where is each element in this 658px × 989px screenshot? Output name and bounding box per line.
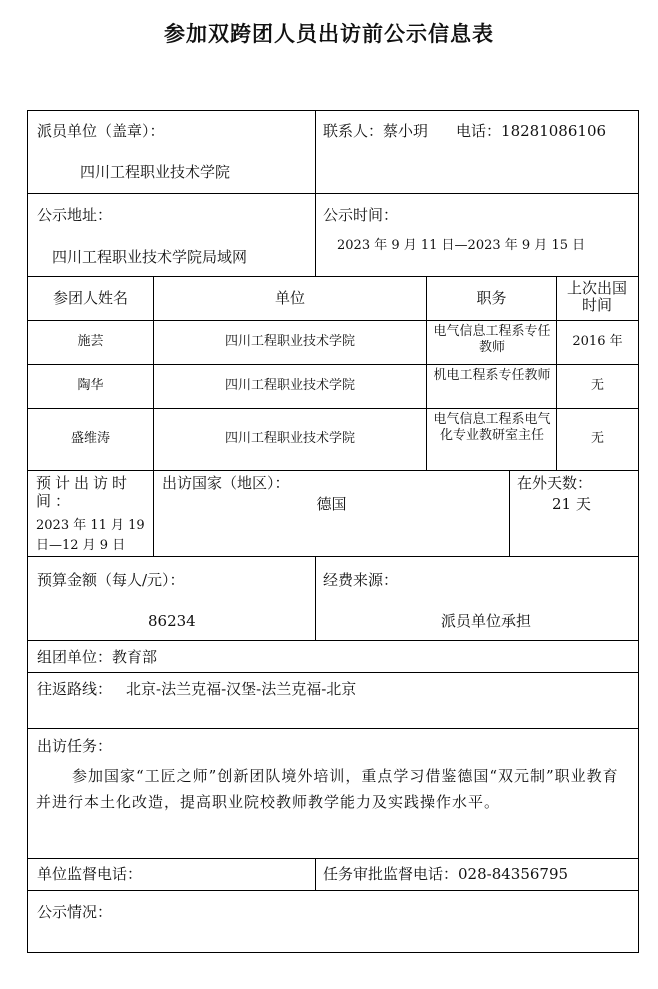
approval-phone-label: 任务审批监督电话：	[323, 865, 459, 883]
member-name: 施芸	[77, 334, 104, 349]
budget-value: 86234	[148, 612, 196, 630]
row-divider	[27, 364, 639, 365]
contact-name: 蔡小玥	[383, 122, 429, 140]
organizer-value: 教育部	[112, 648, 158, 666]
col-divider	[315, 110, 316, 276]
member-position: 机电工程系专任教师	[433, 368, 551, 383]
member-position: 电气信息工程系电气化专业教研室主任	[433, 412, 551, 443]
row-divider	[27, 193, 639, 194]
sending-unit-value: 四川工程职业技术学院	[80, 163, 231, 181]
organizer	[37, 648, 157, 666]
member-name: 陶华	[77, 378, 104, 393]
country-label: 出访国家（地区）：	[162, 474, 290, 492]
days-value: 21 天	[552, 495, 591, 513]
contact-info	[323, 122, 606, 140]
mission-text: 参加国家“工匠之师”创新团队境外培训，重点学习借鉴德国“双元制”职业教育并进行本土化改造，提高职业院校教师教学能力及实践操作水平。	[36, 767, 619, 811]
contact-phone: 18281086106	[501, 122, 607, 140]
member-last-trip: 2016 年	[572, 334, 623, 349]
funding-label: 经费来源：	[323, 571, 399, 589]
approval-phone-value: 028-84356795	[458, 865, 569, 883]
planned-time-label: 预计出访时间：	[36, 474, 132, 510]
row-divider	[27, 408, 639, 409]
phone-label: 电话：	[456, 122, 502, 140]
days-label: 在外天数：	[517, 474, 593, 492]
contact-label: 联系人：	[323, 122, 384, 140]
member-unit: 四川工程职业技术学院	[224, 334, 355, 349]
col-divider	[315, 556, 316, 640]
route-label: 往返路线：	[37, 680, 113, 698]
row-divider	[27, 276, 639, 277]
col-divider	[315, 858, 316, 890]
row-divider	[27, 858, 639, 859]
notice-address-value: 四川工程职业技术学院局域网	[52, 248, 248, 266]
supervision-phone-label: 单位监督电话：	[37, 865, 143, 883]
col-divider	[509, 470, 510, 556]
approval-phone	[323, 865, 568, 883]
member-last-trip: 无	[590, 431, 604, 446]
row-divider	[27, 672, 639, 673]
member-unit: 四川工程职业技术学院	[224, 431, 355, 446]
row-divider	[27, 556, 639, 557]
row-divider	[27, 890, 639, 891]
notice-status-label: 公示情况：	[37, 903, 113, 921]
row-divider	[27, 640, 639, 641]
table-border-left	[27, 110, 28, 953]
row-divider	[27, 728, 639, 729]
budget-label: 预算金额（每人/元）：	[37, 571, 185, 589]
mission-label: 出访任务：	[37, 737, 113, 755]
table-border-bottom	[27, 952, 639, 953]
route	[37, 680, 356, 698]
notice-time-value: 2023 年 9 月 11 日—2023 年 9 月 15 日	[337, 238, 586, 253]
table-border-right	[638, 110, 639, 953]
country-value: 德国	[316, 495, 347, 513]
table-border-top	[27, 110, 639, 111]
row-divider	[27, 320, 639, 321]
funding-value: 派员单位承担	[441, 612, 532, 630]
page-title: 参加双跨团人员出访前公示信息表	[164, 22, 494, 46]
col-divider	[153, 276, 154, 556]
member-unit: 四川工程职业技术学院	[224, 378, 355, 393]
member-name: 盛维涛	[70, 431, 110, 446]
header-unit: 单位	[274, 289, 305, 307]
planned-time-value: 2023 年 11 月 19 日—12 月 9 日	[36, 518, 145, 553]
sending-unit-label: 派员单位（盖章）：	[37, 122, 165, 140]
row-divider	[27, 470, 639, 471]
header-position: 职务	[476, 289, 507, 307]
member-last-trip: 无	[590, 378, 604, 393]
route-value: 北京-法兰克福-汉堡-法兰克福-北京	[126, 680, 357, 698]
header-last-trip: 上次出国时间	[566, 279, 627, 314]
member-position: 电气信息工程系专任教师	[433, 324, 551, 355]
organizer-label: 组团单位：	[37, 648, 113, 666]
notice-time-label: 公示时间：	[323, 206, 399, 224]
header-name: 参团人姓名	[52, 289, 128, 307]
notice-address-label: 公示地址：	[37, 206, 113, 224]
